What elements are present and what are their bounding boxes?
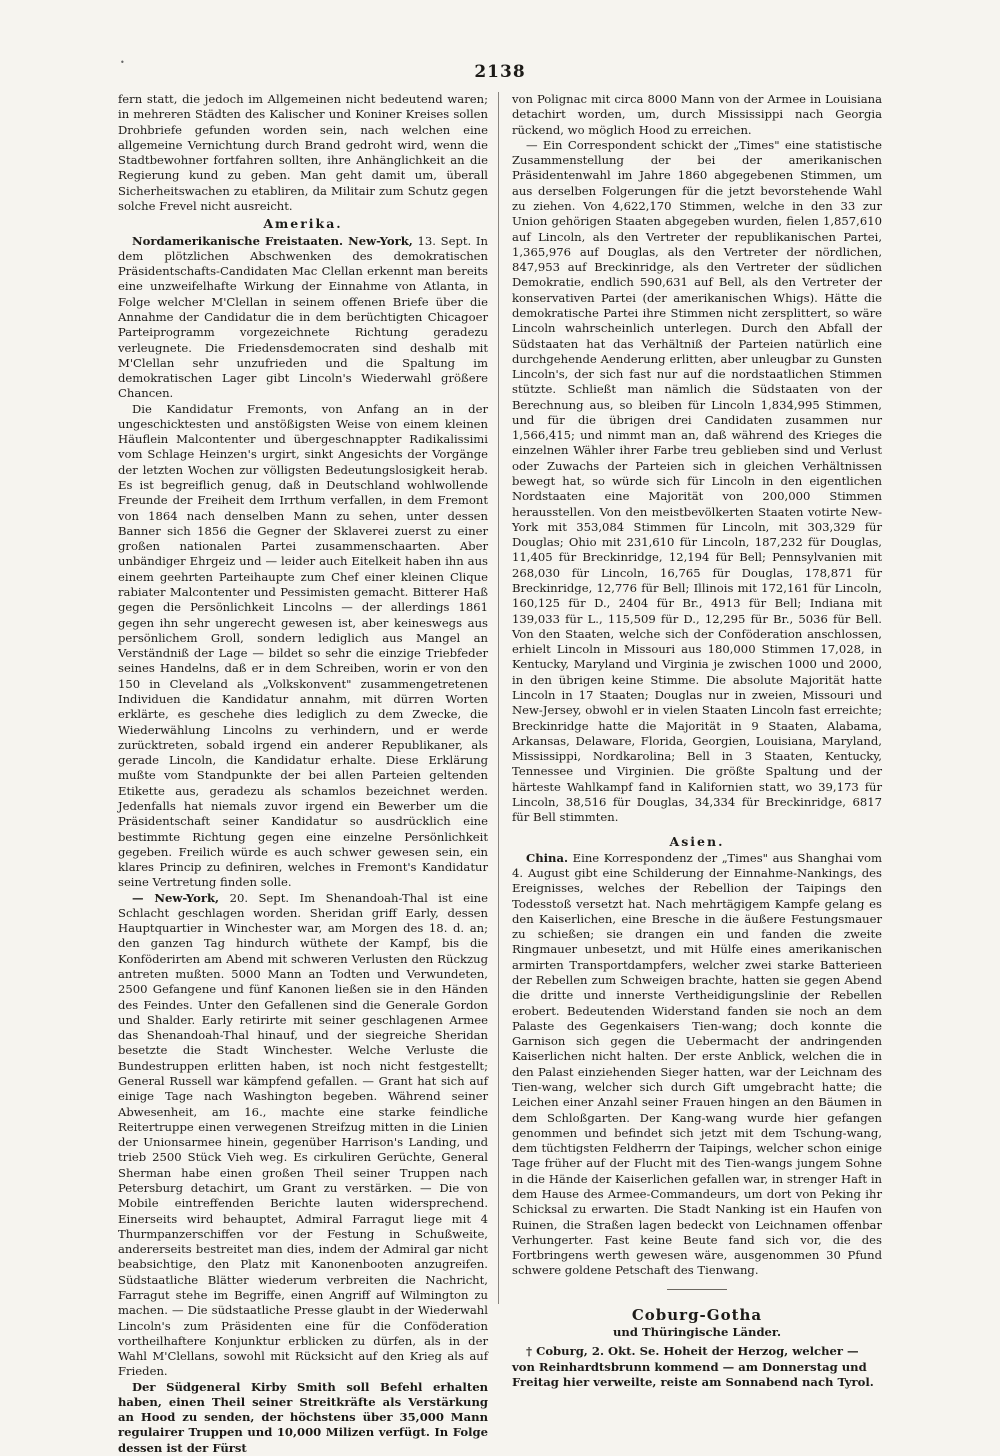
section-subheading-coburg: und Thüringische Länder. (612, 1324, 782, 1339)
page-mark: • (120, 58, 125, 67)
page-number: 2138 (474, 62, 526, 82)
column-divider (498, 92, 499, 1304)
left-para-5: Der Südgeneral Kirby Smith soll Befehl erhalten haben, einen Theil seiner Streitkräfte als Verstärkung an Hood zu senden, der höchstens über 35,000 Mann regulairer Truppen und 10,000 Milizen verfügt. In Folge dessen ist der Fürst (118, 1379, 488, 1455)
right-column (512, 92, 882, 1390)
section-heading-amerika: Amerika. (263, 216, 343, 232)
left-column (118, 92, 488, 1456)
left-para-2-body: 13. Sept. In dem plötzlichen Abschwenken des demokratischen Präsidentschafts-Candidaten Mac Clellan erkennt man bereits eine unzweifelhafte Wirkung der Einnahme von Atlanta, in Folge welcher M'Clellan in seinem offenen Briefe über die Annahme der Candidatur die in dem berüchtigten Chicagoer Parteiprogramm vorgezeichnete Richtung geradezu verleugnete. Die Friedensdemocraten sind deshalb mit M'Clellan sehr unzufrieden und die Spaltung im demokratischen Lager gibt Lincoln's Wiederwahl größere Chancen. (118, 233, 488, 401)
section-heading-coburg: Coburg-Gotha (631, 1305, 763, 1324)
right-para-1: von Polignac mit circa 8000 Mann von der Armee in Louisiana detachirt worden, um, durch Mississippi nach Georgia rückend, wo möglich Hood zu erreichen. (512, 92, 882, 137)
section-heading-asien: Asien. (669, 833, 725, 849)
right-para-3-body: Eine Korrespondenz der „Times" aus Shanghai vom 4. August gibt eine Schilderung der Einnahme-Nankings, des Ereignisses, welches der Rebellion der Taipings den Todesstoß versetzt hat. Nach mehrtägigem Kampfe gelang es den Kaiserlichen, eine Bresche in die äußere Festungsmauer zu schießen; sie drangen ein und fanden die zweite Ringmauer unbesetzt, und mit Hülfe eines amerikanischen armirten Transportdampfers, welcher zwei starke Batterieen der Rebellen zum Schweigen brachte, hatten sie gegen Abend die dritte und innerste Vertheidigungslinie der Rebellen erobert. Bedeutenden Widerstand fanden sie noch an dem Palaste des Gegenkaisers Tien-wang; doch konnte die Garnison sich gegen die Uebermacht der andringenden Kaiserlichen nicht halten. Der erste Anblick, welchen die in den Palast einziehenden Sieger hatten, war der Leichnam des Tien-wang, welcher sich durch Gift umgebracht hatte; die Leichen einer Anzahl seiner Frauen hingen an den Bäumen in dem Schloßgarten. Der Kang-wang wurde hier gefangen genommen und befindet sich jetzt mit dem Tschung-wang, dem tüchtigsten Feldherrn der Taipings, welcher schon einige Tage früher auf der Flucht mit des Tien-wangs jungem Sohne in die Hände der Kaiserlichen gefallen war, in strenger Haft in dem Hause des Armee-Commandeurs, um dort von Peking ihr Schicksal zu erwarten. Die Stadt Nanking ist ein Haufen von Ruinen, die Straßen lagen bedeckt von Leichnamen offenbar Verhungerter. Fast keine Beute fand sich vor, die des Fortbringens werth gewesen wäre, ausgenommen 30 Pfund schwere goldene Petschaft des Tienwang. (512, 850, 882, 1278)
left-para-4-lead: — New-York, (132, 890, 220, 905)
left-para-2-lead: Nordamerikanische Freistaaten. New-York, (132, 233, 413, 248)
left-para-3: Die Kandidatur Fremonts, von Anfang an in der ungeschicktesten und anstößigsten Weise von einem kleinen Häuflein Malcontenter und übergeschnappter Radikalissimi vom Schlage Heinzen's urgirt, sinkt Angesichts der Vorgänge der letzten Wochen zur völligsten Bedeutungslosigkeit herab. Es ist begreiflich genug, daß in Deutschland wohlwollende Freunde der Freiheit dem Irrthum verfallen, in dem Fremont von 1864 nach denselben Mann zu sehen, unter dessen Banner sich 1856 die Gegner der Sklaverei zuerst zu einer großen nationalen Partei zusammenschaarten. Aber unbändiger Ehrgeiz und — leider auch Eitelkeit haben ihn aus einem geehrten Parteihaupte zum Chef einer kleinen Clique rabiater Malcontenter und Pessimisten gemacht. Bitterer Haß gegen die Persönlichkeit Lincolns — der allerdings 1861 gegen ihn sehr ungerecht gewesen ist, aber keineswegs aus persönlichem Groll, sondern lediglich aus Mangel an Verständniß der Lage — bildet so sehr die einzige Triebfeder seines Handelns, daß er in dem Schreiben, worin er von den 150 in Cleveland als „Volkskonvent" zusammengetretenen Individuen die Kandidatur annahm, mit dürren Worten erklärte, es geschehe dies lediglich zu dem Zwecke, die Wiederwählung Lincolns zu verhindern, und er werde zurücktreten, sobald irgend ein anderer Republikaner, als gerade Lincoln, die Kandidatur erhalte. Diese Erklärung mußte vom Standpunkte der bei allen Parteien geltenden Etikette aus, geradezu als schamlos bezeichnet werden. Jedenfalls hat niemals zuvor irgend ein Bewerber um die Präsidentschaft seiner Kandidatur so ausdrücklich eine bestimmte Richtung gegen eine einzelne Persönlichkeit gegeben. Freilich würde es auch schwer gewesen sein, ein klares Princip zu definiren, welches in Fremont's Kandidatur seine Vertretung finden solle. (118, 401, 488, 890)
section-separator (667, 1289, 727, 1290)
right-para-2: — Ein Correspondent schickt der „Times" eine statistische Zusammenstellung der bei der amerikanischen Präsidentenwahl im Jahre 1860 abgegebenen Stimmen, um aus derselben Folgerungen für die jetzt bevorstehende Wahl zu ziehen. Von 4,622,170 Stimmen, welche in den 33 zur Union gehörigen Staaten abgegeben wurden, fielen 1,857,610 auf Lincoln, als den Vertreter der republikanischen Partei, 1,365,976 auf Douglas, als den Vertreter der nördlichen, 847,953 auf Breckinridge, als den Vertreter der südlichen Demokratie, endlich 590,631 auf Bell, als den Vertreter der konservativen Partei (der amerikanischen Whigs). Hätte die demokratische Partei ihre Stimmen nicht zersplittert, so wäre Lincoln wahrscheinlich unterlegen. Durch den Abfall der Südstaaten hat das Verhältniß der Parteien natürlich eine durchgehende Aenderung erlitten, aber unleugbar zu Gunsten Lincoln's, der sich fast nur auf die nordstaatlichen Stimmen stützte. Schließt man nämlich die Südstaaten von der Berechnung aus, so bleiben für Lincoln 1,834,995 Stimmen, und für die übrigen drei Candidaten zusammen nur 1,566,415; und nimmt man an, daß während des Krieges die einzelnen Wähler ihrer Farbe treu geblieben sind und Verlust oder Zuwachs der Parteien sich in gleichen Verhältnissen bewegt hat, so würde sich für Lincoln in den eigentlichen Nordstaaten eine Majorität von 200,000 Stimmen herausstellen. Von den meistbevölkerten Staaten votirte New-York mit 353,084 Stimmen für Lincoln, mit 303,329 für Douglas; Ohio mit 231,610 für Lincoln, 187,232 für Douglas, 11,405 für Breckinridge, 12,194 für Bell; Pennsylvanien mit 268,030 für Lincoln, 16,765 für Douglas, 178,871 für Breckinridge, 12,776 für Bell; Illinois mit 172,161 für Lincoln, 160,125 für D., 2404 für Br., 4913 für Bell; Indiana mit 139,033 für L., 115,509 für D., 12,295 für Br., 5036 für Bell. Von den Staaten, welche sich der Conföderation anschlossen, erhielt Lincoln in Missouri aus 180,000 Stimmen 17,028, in Kentucky, Maryland und Virginia je zwischen 1000 und 2000, in den übrigen keine Stimme. Die absolute Majorität hatte Lincoln in 17 Staaten; Douglas nur in zweien, Missouri und New-Jersey, obwohl er in vielen Staaten Lincoln fast erreichte; Breckinridge hatte die Majorität in 9 Staaten, Alabama, Arkansas, Delaware, Florida, Georgien, Louisiana, Maryland, Mississippi, Nordkarolina; Bell in 3 Staaten, Kentucky, Tennessee und Virginien. Die größte Spaltung und der härteste Wahlkampf fand in Kalifornien statt, wo 39,173 für Lincoln, 38,516 für Douglas, 34,334 für Breckinridge, 6817 für Bell stimmten. (512, 137, 882, 825)
left-para-1: fern statt, die jedoch im Allgemeinen nicht bedeutend waren; in mehreren Städten des Kalischer und Koniner Kreises sollen Drohbriefe gefunden worden sein, nach welchen eine allgemeine Vernichtung durch Brand gedroht wird, wenn die Stadtbewohner fortfahren sollten, ihre Anhänglichkeit an die Regierung kund zu geben. Man geht damit um, überall Sicherheitswachen zu etabliren, da Militair zum Schutz gegen solche Frevel nicht ausreicht. (118, 92, 488, 213)
right-para-3 (512, 851, 882, 1279)
right-para-4: † Coburg, 2. Okt. Se. Hoheit der Herzog, welcher — von Reinhardtsbrunn kommend — am Donnerstag und Freitag hier verweilte, reiste am Sonnabend nach Tyrol. (512, 1344, 874, 1389)
left-para-4-body: 20. Sept. Im Shenandoah-Thal ist eine Schlacht geschlagen worden. Sheridan griff Early, dessen Hauptquartier in Winchester war, am Morgen des 18. d. an; den ganzen Tag hindurch wüthete der Kampf, bis die Konföderirten am Abend mit schweren Verlusten den Rückzug antreten mußten. 5000 Mann an Todten und Verwundeten, 2500 Gefangene und fünf Kanonen ließen sie in den Händen des Feindes. Unter den Gefallenen sind die Generale Gordon und Shalder. Early retirirte mit seiner geschlagenen Armee das Shenandoah-Thal hinauf, und der siegreiche Sheridan besetzte die Stadt Winchester. Welche Verluste die Bundestruppen erlitten haben, ist noch nicht festgestellt; General Russell war kämpfend gefallen. — Grant hat sich auf einige Tage nach Washington begeben. Während seiner Abwesenheit, am 16., machte eine starke feindliche Reitertruppe einen verwegenen Streifzug mitten in die Linien der Unionsarmee hinein, gegenüber Harrison's Landing, und trieb 2500 Stück Vieh weg. Es cirkuliren Gerüchte, General Sherman habe einen großen Theil seiner Truppen nach Petersburg detachirt, um Grant zu verstärken. — Die von Mobile eintreffenden Berichte lauten widersprechend. Einerseits wird behauptet, Admiral Farragut liege mit 4 Thurmpanzerschiffen vor der Festung in Schußweite, andererseits bestreitet man dies, indem der Admiral gar nicht beabsichtige, den Platz mit Kanonenbooten anzugreifen. Südstaatliche Blätter wiederum verbreiten die Nachricht, Farragut stehe im Begriffe, einen Angriff auf Wilmington zu machen. — Die südstaatliche Presse glaubt in der Wiederwahl Lincoln's zum Präsidenten eine für die Conföderation vortheilhaftere Konjunktur erblicken zu dürfen, als in der Wahl M'Clellans, sowohl mit Rücksicht auf den Krieg als auf Frieden. (118, 890, 488, 1379)
left-para-4 (118, 891, 488, 1380)
right-para-3-lead: China. (526, 850, 569, 865)
left-para-2 (118, 234, 488, 402)
